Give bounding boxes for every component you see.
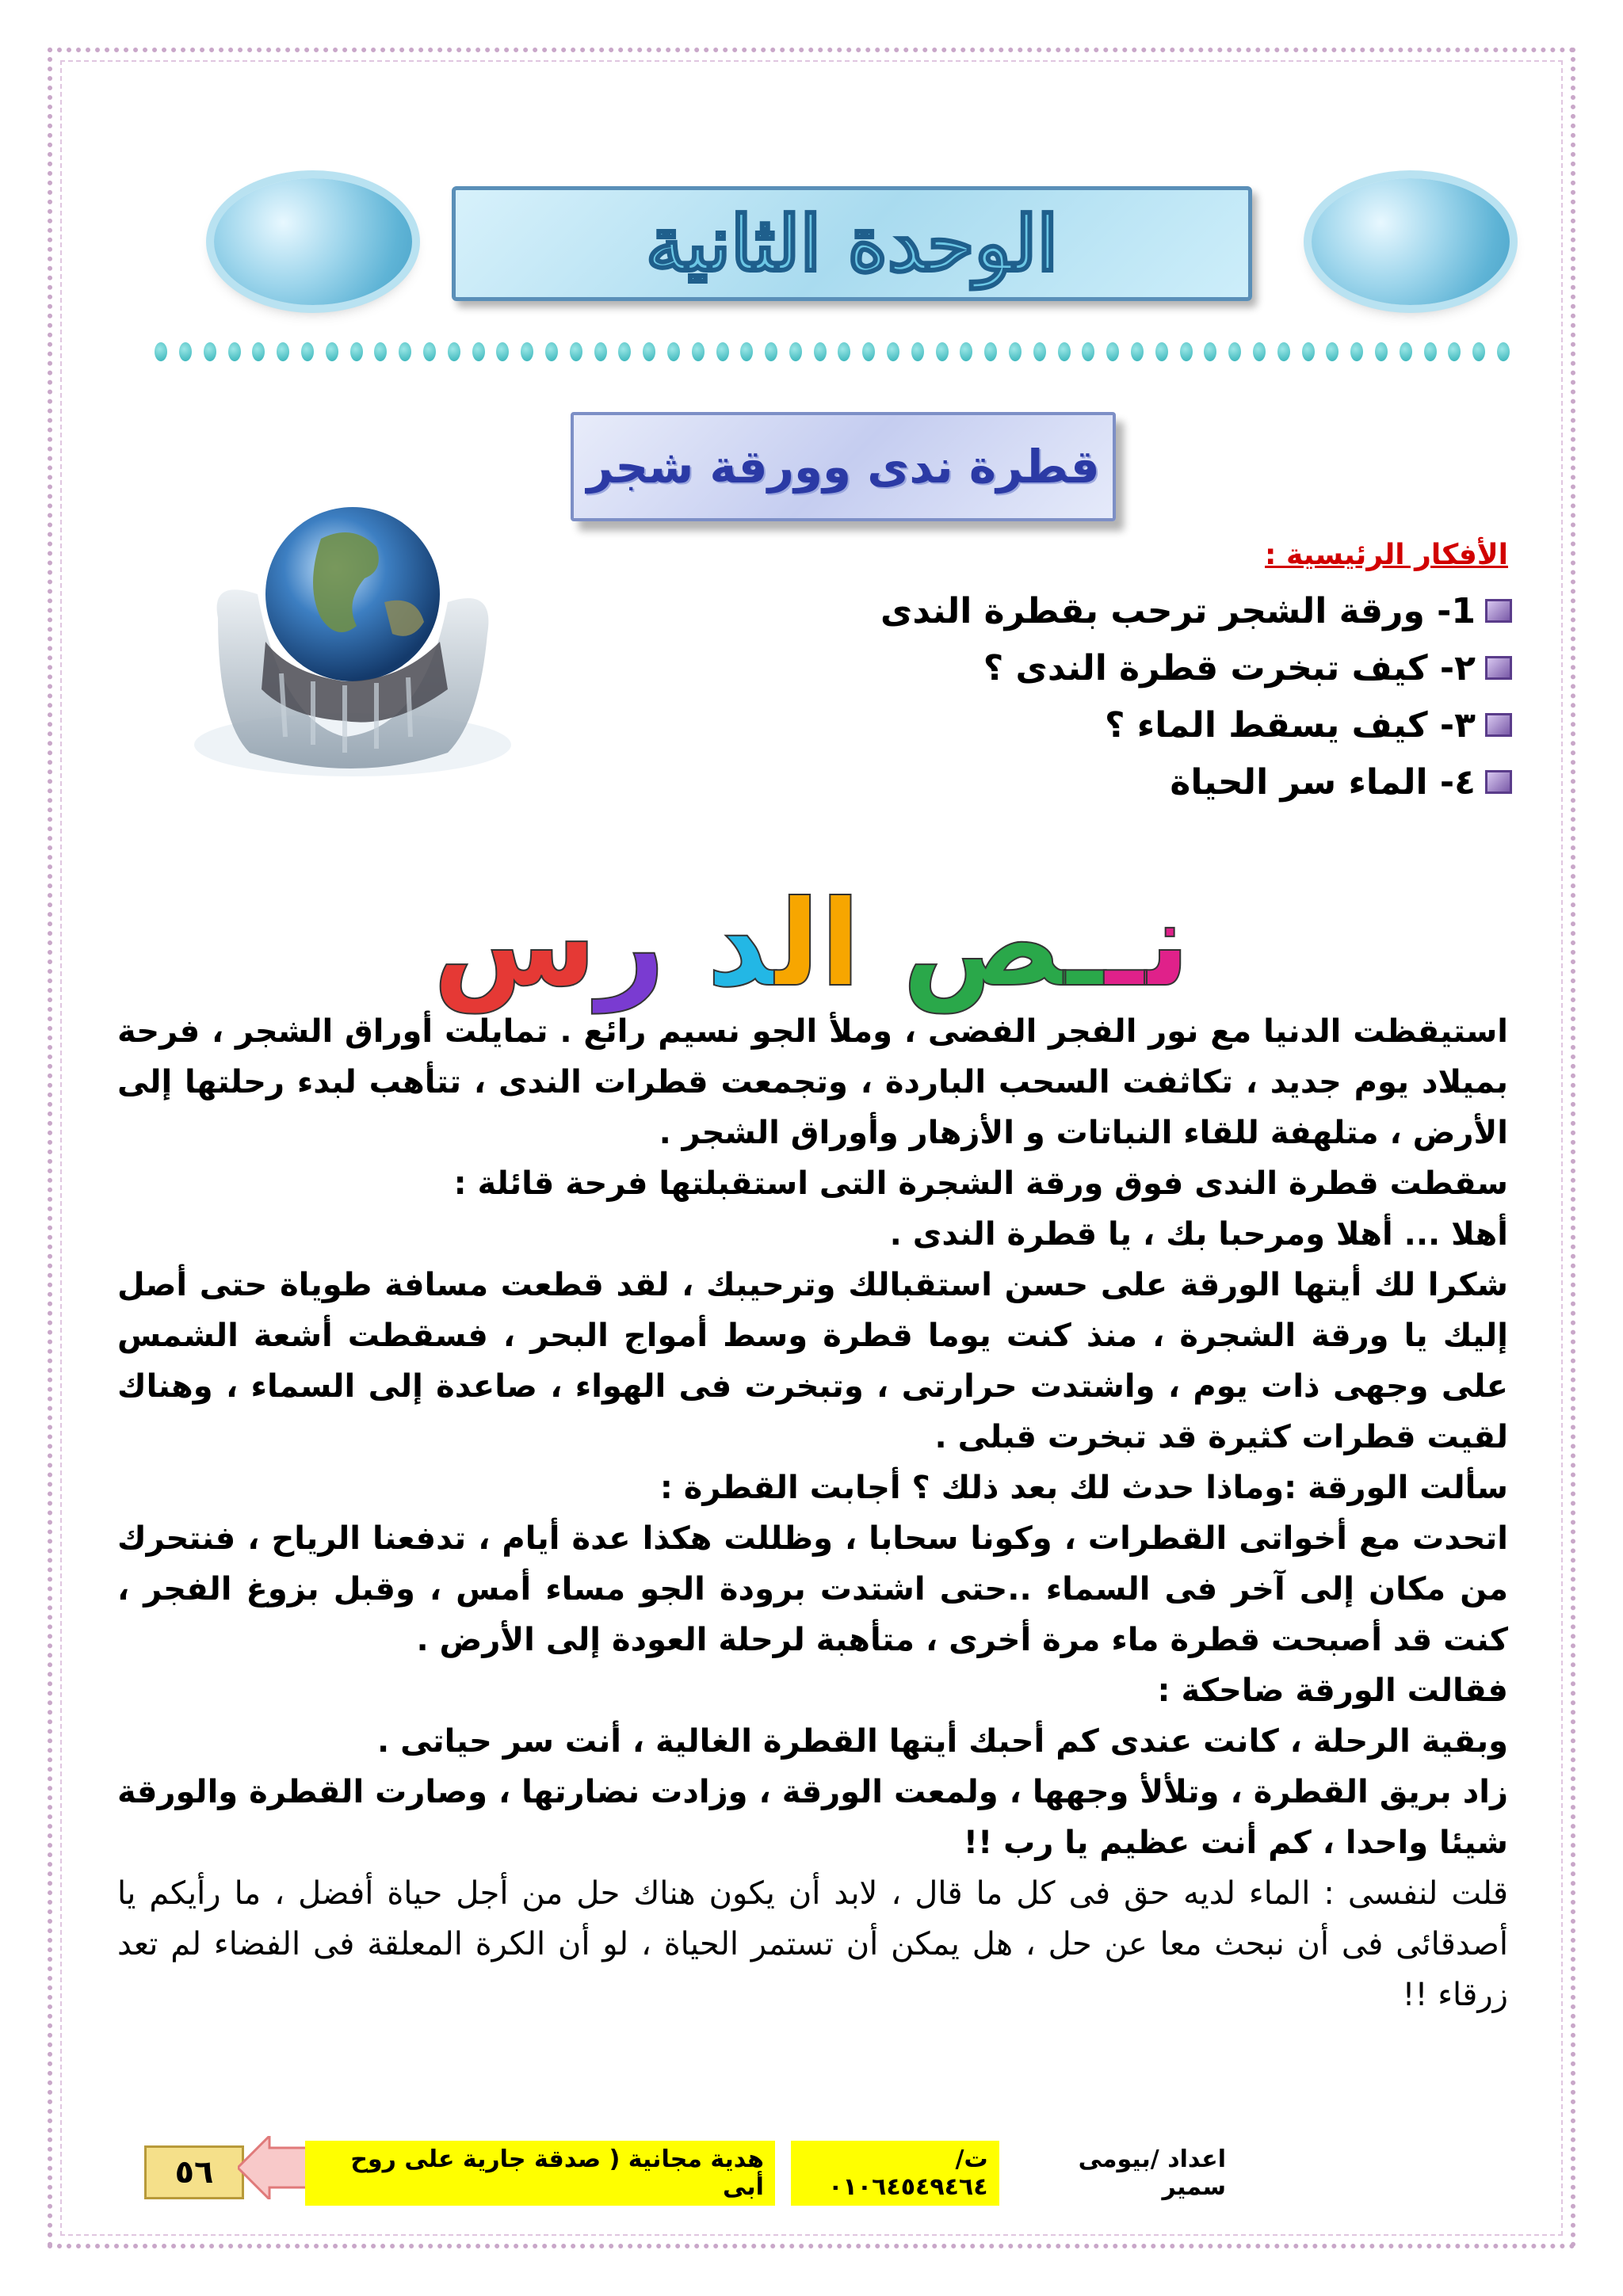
- unit-title: الوحدة الثانية: [645, 199, 1059, 288]
- list-item: 1- ورقة الشجر ترحب بقطرة الندى: [880, 582, 1512, 639]
- divider-dot: [1131, 342, 1144, 361]
- divider-dot: [1058, 342, 1071, 361]
- divider-dot: [1204, 342, 1216, 361]
- closing-paragraph: قلت لنفسى : الماء لديه حق فى كل ما قال ، لابد أن يكون هناك حل من أجل حياة أفضل ، ما رأيكم يا أصدقائى فى أن نبحث معا عن حل ، هل يمكن أن تستمر الحياة ، لو أن الكرة المعلقة فى الفضاء لم تعد زرقاء !!: [117, 1875, 1508, 2013]
- divider-dot: [887, 342, 899, 361]
- square-bullet-icon: [1485, 599, 1512, 623]
- divider-dot: [423, 342, 436, 361]
- divider-dot: [716, 342, 729, 361]
- paragraph: اتحدت مع أخواتى القطرات ، وكونا سحابا ، وظللت هكذا عدة أيام ، تدفعنا الرياح ، فنتحرك من مكان إلى آخر فى السماء ..حتى اشتدت برودة الجو مساء أمس ، وقبل بزوغ الفجر ، كنت قد أصبحت قطرة ماء مرة أخرى ، متأهبة لرحلة العودة إلى الأرض .: [117, 1520, 1508, 1658]
- divider-dot: [1082, 342, 1094, 361]
- page-number: ٥٦: [144, 2145, 244, 2199]
- cloud-decoration-right: [1312, 178, 1510, 305]
- divider-dot: [399, 342, 411, 361]
- divider-dot: [1472, 342, 1485, 361]
- divider-dot: [521, 342, 533, 361]
- divider-dot: [594, 342, 607, 361]
- paragraph: أهلا ... أهلا ومرحبا بك ، يا قطرة الندى .: [889, 1216, 1508, 1253]
- divider-dot: [1253, 342, 1266, 361]
- divider-dot: [960, 342, 972, 361]
- unit-banner: [452, 186, 1252, 301]
- divider-dot: [1302, 342, 1315, 361]
- globe-in-water-image: [186, 483, 519, 784]
- divider-dot: [838, 342, 850, 361]
- divider-dot: [1497, 342, 1510, 361]
- divider-dot: [301, 342, 314, 361]
- divider-dot: [1400, 342, 1412, 361]
- divider-dot: [326, 342, 338, 361]
- divider-dot: [277, 342, 289, 361]
- divider-dot: [692, 342, 705, 361]
- lesson-body: [117, 1006, 1508, 2020]
- lesson-title-box: [571, 412, 1116, 521]
- divider-dot: [374, 342, 387, 361]
- divider-dot: [1448, 342, 1461, 361]
- divider-dot: [155, 342, 167, 361]
- divider-dot: [472, 342, 485, 361]
- divider-dot: [1106, 342, 1119, 361]
- divider-dot: [448, 342, 460, 361]
- dotted-divider: [155, 342, 1510, 364]
- divider-dot: [252, 342, 265, 361]
- divider-dot: [643, 342, 655, 361]
- square-bullet-icon: [1485, 770, 1512, 794]
- paragraph: شكرا لك أيتها الورقة على حسن استقبالك وترحيبك ، لقد قطعت مسافة طوياة حتى أصل إليك يا ورقة الشجرة ، منذ كنت يوما قطرة وسط أمواج البحر ، فسقطت أشعة الشمس على وجهى ذات يوم ، واشتدت حرارتى ، وتبخرت فى الهواء ، صاعدة إلى السماء ، وهناك لقيت قطرات كثيرة قد تبخرت قبلى .: [117, 1267, 1508, 1455]
- divider-dot: [350, 342, 363, 361]
- divider-dot: [618, 342, 631, 361]
- main-ideas-heading: الأفكار الرئيسية :: [1265, 539, 1508, 571]
- list-item: ٤- الماء سر الحياة: [880, 753, 1512, 810]
- paragraph: استيقظت الدنيا مع نور الفجر الفضى ، وملأ الجو نسيم رائع . تمايلت أوراق الشجر ، فرحة بميلاد يوم جديد ، تكاثفت السحب الباردة ، وتجمعت قطرات الندى ، تتأهب لبدء رحلتها إلى الأرض ، متلهفة للقاء النباتات و الأزهار وأوراق الشجر .: [117, 1013, 1508, 1151]
- divider-dot: [936, 342, 949, 361]
- divider-dot: [545, 342, 558, 361]
- divider-dot: [1424, 342, 1437, 361]
- paragraph: سألت الورقة :وماذا حدث لك بعد ذلك ؟ أجابت القطرة :: [659, 1470, 1508, 1506]
- list-item: ٢- كيف تبخرت قطرة الندى ؟: [880, 639, 1512, 696]
- paragraph: وبقية الرحلة ، كانت عندى كم أحبك أيتها القطرة الغالية ، أنت سر حياتى .: [377, 1723, 1508, 1760]
- phone-number: ت/٠١٠٦٤٥٤٩٤٦٤: [791, 2141, 999, 2206]
- main-ideas-list: [880, 582, 1512, 810]
- divider-dot: [1009, 342, 1022, 361]
- footer-credits: [305, 2145, 1240, 2201]
- gift-note: هدية مجانية ( صدقة جارية على روح أبى: [305, 2141, 775, 2206]
- author-credit: اعداد /بيومى سمير: [1078, 2145, 1226, 2201]
- divider-dot: [740, 342, 753, 361]
- divider-dot: [667, 342, 680, 361]
- divider-dot: [984, 342, 997, 361]
- lesson-text-heading: نــص الد رس: [433, 875, 1190, 1013]
- divider-dot: [1180, 342, 1193, 361]
- paragraph: سقطت قطرة الندى فوق ورقة الشجرة التى استقبلتها فرحة قائلة :: [453, 1165, 1508, 1202]
- divider-dot: [1350, 342, 1363, 361]
- divider-dot: [814, 342, 827, 361]
- list-item: ٣- كيف يسقط الماء ؟: [880, 696, 1512, 753]
- divider-dot: [789, 342, 802, 361]
- square-bullet-icon: [1485, 713, 1512, 737]
- divider-dot: [1375, 342, 1388, 361]
- divider-dot: [862, 342, 875, 361]
- divider-dot: [911, 342, 924, 361]
- divider-dot: [1155, 342, 1168, 361]
- divider-dot: [204, 342, 216, 361]
- divider-dot: [765, 342, 777, 361]
- divider-dot: [496, 342, 509, 361]
- divider-dot: [570, 342, 582, 361]
- divider-dot: [179, 342, 192, 361]
- square-bullet-icon: [1485, 656, 1512, 680]
- divider-dot: [228, 342, 241, 361]
- paragraph: فقالت الورقة ضاحكة :: [1157, 1672, 1508, 1709]
- lesson-title: قطرة ندى وورقة شجر: [586, 440, 1100, 494]
- divider-dot: [1277, 342, 1290, 361]
- divider-dot: [1326, 342, 1338, 361]
- divider-dot: [1228, 342, 1241, 361]
- cloud-decoration-left: [214, 178, 412, 305]
- globe-icon: [186, 483, 519, 784]
- divider-dot: [1033, 342, 1046, 361]
- paragraph: زاد بريق القطرة ، وتلألأ وجهها ، ولمعت الورقة ، وزادت نضارتها ، وصارت القطرة والورقة شيئا واحدا ، كم أنت عظيم يا رب !!: [117, 1774, 1508, 1861]
